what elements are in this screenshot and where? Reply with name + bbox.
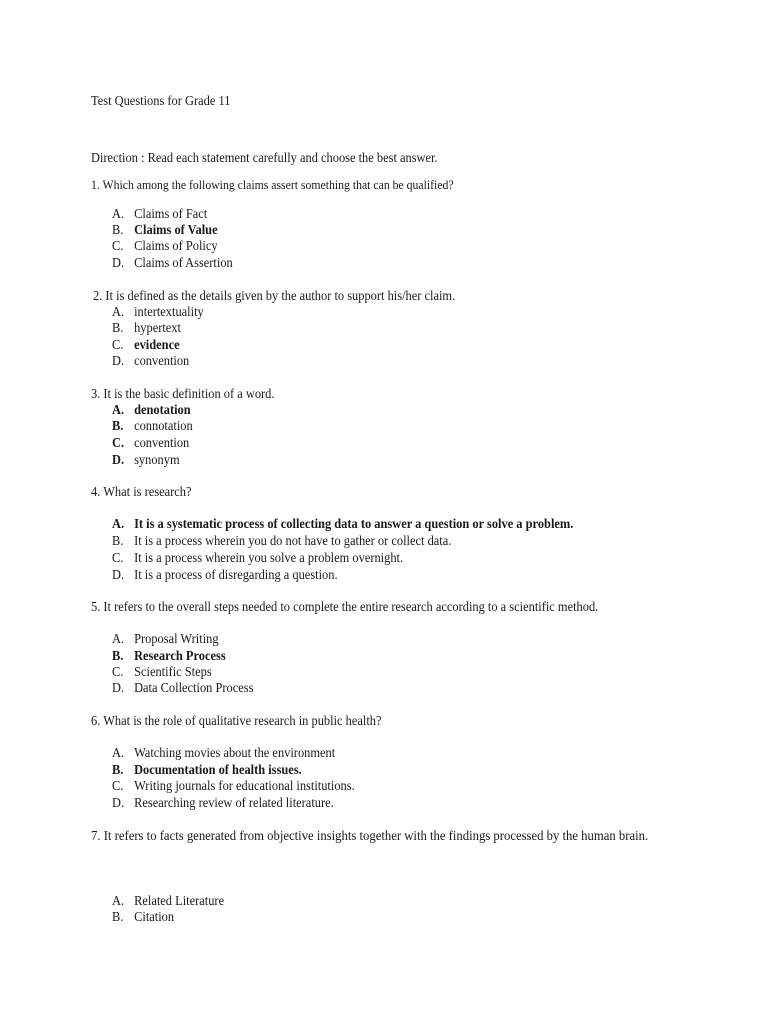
option-d [112,254,233,271]
option-d [112,794,334,811]
option-letter: B. [112,909,124,924]
option-letter: B. [112,648,124,663]
option-d [112,679,253,696]
option-a [112,630,219,647]
option-c [112,237,218,254]
option-text: synonym [134,452,180,467]
question-text: 3. It is the basic definition of a word. [91,386,275,401]
question-text: 5. It refers to the overall steps needed to complete the entire research according to a scientific method. [91,599,599,614]
option-letter: A. [112,745,125,760]
option-letter: A. [112,893,125,908]
option-a [112,303,204,320]
option-letter: B. [112,418,124,433]
option-text: Writing journals for educational institutions. [134,778,355,793]
option-text: Research Process [134,648,226,663]
option-c [112,434,189,451]
option-a [112,744,335,761]
option-b [112,532,451,549]
option-text: Claims of Value [134,222,218,237]
option-d [112,352,189,369]
option-text: It is a process wherein you do not have to gather or collect data. [134,533,452,548]
option-letter: C. [112,550,124,565]
option-a [112,515,573,532]
option-a [112,892,224,909]
option-letter: B. [112,320,124,335]
option-letter: D. [112,452,125,467]
option-text: Researching review of related literature. [134,795,334,810]
option-letter: C. [112,778,124,793]
option-letter: A. [112,304,125,319]
option-letter: C. [112,435,125,450]
option-text: evidence [134,337,180,352]
option-c [112,777,355,794]
option-text: connotation [134,418,193,433]
option-letter: C. [112,337,124,352]
option-text: Claims of Policy [134,238,218,253]
option-a [112,205,207,222]
option-letter: A. [112,402,125,417]
page-title: Test Questions for Grade 11 [91,93,231,108]
option-b [112,647,226,664]
question-text: 4. What is research? [91,484,192,499]
option-text: Claims of Fact [134,206,208,221]
option-text: Proposal Writing [134,631,219,646]
question-text: 7. It refers to facts generated from objective insights together with the findings processed by the human brain. [91,828,649,843]
option-letter: B. [112,533,124,548]
direction-text: Direction : Read each statement carefully and choose the best answer. [91,150,438,165]
option-text: It is a systematic process of collecting data to answer a question or solve a problem. [134,516,574,531]
option-letter: D. [112,567,125,582]
option-text: convention [134,353,190,368]
option-letter: B. [112,762,124,777]
option-c [112,663,212,680]
option-text: Data Collection Process [134,680,254,695]
option-letter: C. [112,238,124,253]
option-b [112,319,181,336]
option-text: It is a process wherein you solve a problem overnight. [134,550,404,565]
option-text: Documentation of health issues. [134,762,302,777]
question-text: 6. What is the role of qualitative research in public health? [91,713,382,728]
option-b [112,761,302,778]
option-c [112,336,180,353]
option-text: Watching movies about the environment [134,745,336,760]
option-letter: A. [112,631,125,646]
option-text: Claims of Assertion [134,255,233,270]
option-letter: A. [112,206,125,221]
option-text: intertextuality [134,304,204,319]
option-c [112,549,403,566]
option-letter: B. [112,222,124,237]
option-d [112,451,180,468]
option-text: convention [134,435,190,450]
option-letter: D. [112,795,125,810]
option-b [112,221,218,238]
option-d [112,566,338,583]
option-letter: D. [112,255,125,270]
option-a [112,401,191,418]
option-text: hypertext [134,320,181,335]
option-letter: A. [112,516,125,531]
option-text: Citation [134,909,175,924]
option-text: denotation [134,402,191,417]
option-letter: C. [112,664,124,679]
question-text: 1. Which among the following claims assert something that can be qualified? [91,178,454,192]
option-text: It is a process of disregarding a question. [134,567,338,582]
option-letter: D. [112,353,125,368]
option-b [112,908,174,925]
option-text: Related Literature [134,893,225,908]
option-text: Scientific Steps [134,664,212,679]
option-b [112,417,193,434]
option-letter: D. [112,680,125,695]
question-text: 2. It is defined as the details given by the author to support his/her claim. [93,288,456,303]
